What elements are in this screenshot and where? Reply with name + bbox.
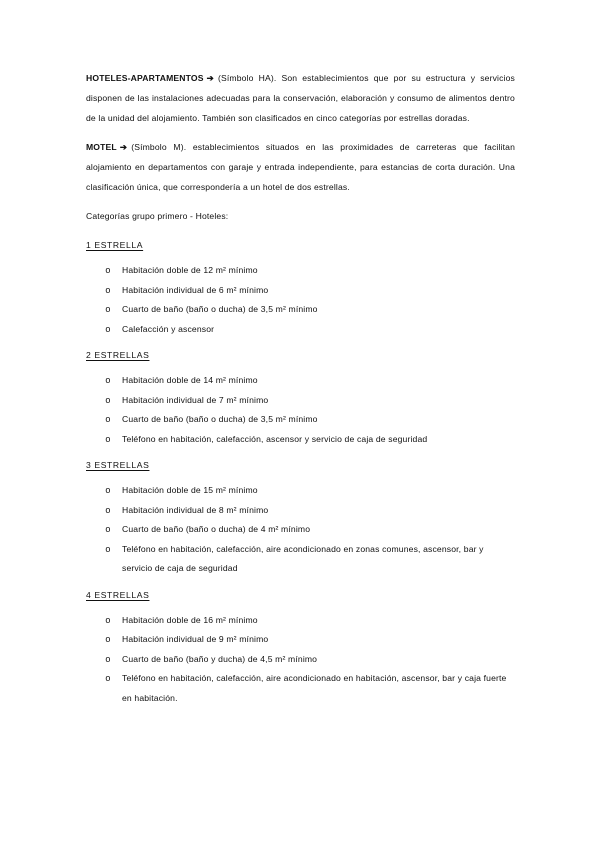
bullet-icon: o — [105, 485, 111, 495]
list-item-text: Cuarto de baño (baño o ducha) de 4 m² mínimo — [122, 524, 311, 534]
paragraph-motel — [86, 137, 515, 197]
bullet-icon: o — [105, 433, 111, 444]
paragraph-hoteles-apartamentos — [86, 68, 515, 128]
list-item — [86, 261, 515, 281]
bullet-icon: o — [105, 524, 111, 534]
list-item-text: Cuarto de baño (baño y ducha) de 4,5 m² mínimo — [122, 653, 318, 664]
list-item — [86, 281, 515, 301]
list-item — [86, 300, 515, 320]
list-item — [86, 611, 515, 631]
list-item-text: Cuarto de baño (baño o ducha) de 3,5 m² mínimo — [122, 304, 318, 314]
list-item-text: Habitación doble de 15 m² mínimo — [122, 485, 258, 495]
bullet-icon: o — [105, 414, 111, 424]
list-item — [86, 430, 515, 450]
list-item-text: Habitación individual de 6 m² mínimo — [122, 284, 269, 295]
list-item — [86, 501, 515, 521]
list-item-text: Habitación doble de 14 m² mínimo — [122, 375, 258, 385]
bullet-icon: o — [105, 614, 111, 625]
bullet-icon: o — [105, 323, 111, 334]
list-item-text: Habitación individual de 7 m² mínimo — [122, 394, 269, 405]
list-item-text: Cuarto de baño (baño o ducha) de 3,5 m² mínimo — [122, 414, 318, 424]
bullet-icon: o — [105, 543, 111, 554]
section-heading: 3 ESTRELLAS — [86, 460, 150, 470]
list-item-text: Teléfono en habitación, calefacción, ascensor y servicio de caja de seguridad — [122, 433, 428, 444]
section-heading: 4 ESTRELLAS — [86, 589, 150, 600]
arrow-icon: ➔ — [119, 142, 128, 152]
list-item — [86, 669, 515, 708]
arrow-icon: ➔ — [206, 73, 214, 83]
bullet-icon: o — [105, 304, 111, 314]
section-heading: 2 ESTRELLAS — [86, 350, 150, 360]
document-body — [86, 68, 515, 714]
list-item — [86, 481, 515, 501]
bullet-icon: o — [105, 673, 111, 683]
list-item — [86, 630, 515, 650]
requirements-list — [86, 481, 515, 579]
list-item — [86, 371, 515, 391]
bullet-icon: o — [105, 634, 111, 644]
term-motel: MOTEL — [86, 142, 117, 152]
list-item — [86, 540, 515, 579]
list-item-text: Teléfono en habitación, calefacción, aire acondicionado en zonas comunes, ascensor, bar y servicio de caja de seguridad — [122, 543, 484, 573]
bullet-icon: o — [105, 375, 111, 385]
requirements-list — [86, 611, 515, 709]
bullet-icon: o — [105, 394, 111, 405]
list-item — [86, 320, 515, 340]
list-item — [86, 410, 515, 430]
list-item-text: Calefacción y ascensor — [122, 323, 215, 334]
category-intro: Categorías grupo primero - Hoteles: — [86, 211, 229, 221]
bullet-icon: o — [105, 504, 111, 515]
paragraph-text: (Símbolo HA). Son establecimientos que por su estructura y servicios disponen de las instalaciones adecuadas para la conservación, elaboración y consumo de alimentos dentro de la unidad del alojamiento. También son clasificados en cinco categorías por estrellas doradas. — [86, 73, 515, 123]
requirements-list — [86, 371, 515, 449]
bullet-icon: o — [105, 265, 111, 275]
list-item-text: Teléfono en habitación, calefacción, aire acondicionado en habitación, ascensor, bar y caja fuerte en habitación. — [122, 673, 507, 703]
section-heading: 1 ESTRELLA — [86, 240, 144, 250]
list-item-text: Habitación doble de 16 m² mínimo — [122, 614, 258, 625]
list-item — [86, 520, 515, 540]
list-item — [86, 391, 515, 411]
list-item — [86, 650, 515, 670]
list-item-text: Habitación doble de 12 m² mínimo — [122, 265, 258, 275]
bullet-icon: o — [105, 284, 111, 295]
list-item-text: Habitación individual de 8 m² mínimo — [122, 504, 269, 515]
requirements-list — [86, 261, 515, 339]
paragraph-text: (Símbolo M). establecimientos situados en las proximidades de carreteras que facilitan alojamiento en departamentos con garaje y entrada independiente, para estancias de corta duración. Una clasificación única, que correspondería a un hotel de dos estrellas. — [86, 142, 515, 192]
list-item-text: Habitación individual de 9 m² mínimo — [122, 634, 269, 644]
sections-container — [86, 235, 515, 708]
bullet-icon: o — [105, 653, 111, 664]
term-hoteles-apartamentos: HOTELES-APARTAMENTOS — [86, 73, 204, 83]
